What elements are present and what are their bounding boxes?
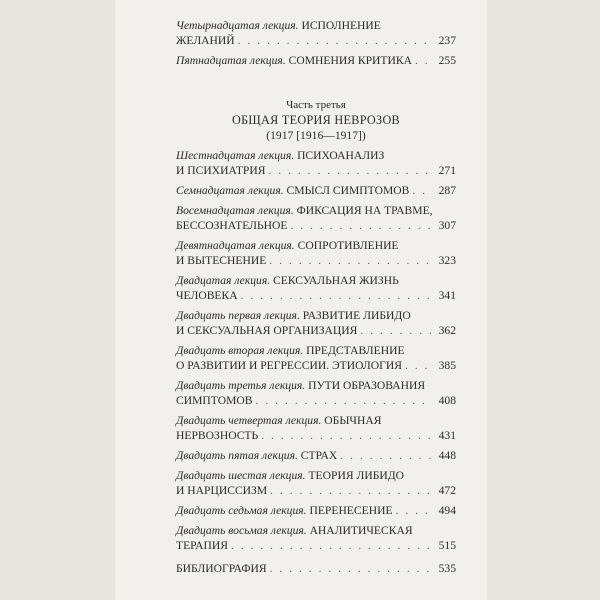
page-number: 431 [438,429,456,442]
lecture-label: Двадцать вторая лекция. [176,344,304,357]
page-number: 362 [438,324,456,337]
page-number: 448 [438,449,456,462]
toc-entry [176,308,456,338]
leader-dots [268,163,431,178]
lecture-title-cont: И СЕКСУАЛЬНАЯ ОРГАНИЗАЦИЯ [176,324,358,337]
leader-dots [238,33,431,48]
lecture-title: ПУТИ ОБРАЗОВАНИЯ [308,379,426,392]
lecture-title: ПСИХОАНАЛИЗ [297,149,385,162]
lecture-label: Девятнадцатая лекция. [176,239,295,252]
lecture-title: ФИКСАЦИЯ НА ТРАВМЕ, [296,204,433,217]
toc-entry [176,503,456,518]
page-number: 237 [438,34,456,47]
toc-entry [176,148,456,178]
leader-dots [231,538,431,553]
leader-dots [396,503,431,518]
part-label: Часть третья [286,99,346,111]
lecture-title-cont: БЕССОЗНАТЕЛЬНОЕ [176,219,288,232]
lecture-title: ИСПОЛНЕНИЕ [301,19,381,32]
lecture-title-cont: О РАЗВИТИИ И РЕГРЕССИИ. ЭТИОЛОГИЯ [176,359,402,372]
lecture-title: ПРЕДСТАВЛЕНИЕ [306,344,405,357]
page-number: 341 [438,289,456,302]
lecture-title: СЕКСУАЛЬНАЯ ЖИЗНЬ [273,274,399,287]
lecture-label: Пятнадцатая лекция. [176,54,286,67]
toc-entry [176,238,456,268]
toc-entry [176,378,456,408]
lecture-label: Двадцать пятая лекция. [176,449,298,462]
leader-dots [256,393,431,408]
lecture-label: Восемнадцатая лекция. [176,204,294,217]
leader-dots [290,218,431,233]
lecture-label: Четырнадцатая лекция. [176,19,299,32]
part-header [176,98,456,143]
leader-dots [270,483,431,498]
lecture-title: СОМНЕНИЯ КРИТИКА [288,54,412,67]
lecture-title: АНАЛИТИЧЕСКАЯ [309,524,413,537]
lecture-title: РАЗВИТИЕ ЛИБИДО [302,309,411,322]
lecture-title: СТРАХ [300,449,338,462]
leader-dots [415,53,431,68]
leader-dots [412,183,431,198]
part-dates: (1917 [1916—1917]) [266,129,366,142]
bibliography-title: БИБЛИОГРАФИЯ [176,562,267,575]
lecture-title: ПЕРЕНЕСЕНИЕ [309,504,393,517]
page-number: 535 [438,562,456,575]
leader-dots [360,323,431,338]
leader-dots [340,448,431,463]
lecture-label: Двадцатая лекция. [176,274,271,287]
lecture-title: СМЫСЛ СИМПТОМОВ [286,184,410,197]
page-number: 255 [438,54,456,67]
lecture-title-cont: ЖЕЛАНИЙ [176,34,235,47]
page-number: 494 [438,504,456,517]
toc-entry-14 [176,18,456,48]
lecture-label: Семнадцатая лекция. [176,184,284,197]
toc-entry-bibliography [176,561,456,576]
page-number: 307 [438,219,456,232]
leader-dots [261,428,431,443]
toc-entry [176,448,456,463]
leader-dots [241,288,431,303]
page-number: 287 [438,184,456,197]
lecture-title: СОПРОТИВЛЕНИЕ [297,239,399,252]
lecture-title-cont: НЕРВОЗНОСТЬ [176,429,259,442]
page-number: 408 [438,394,456,407]
lecture-label: Двадцать восьмая лекция. [176,524,307,537]
leader-dots [405,358,431,373]
lecture-label: Двадцать третья лекция. [176,379,306,392]
toc-entry [176,343,456,373]
lecture-title: ОБЫЧНАЯ [324,414,382,427]
lecture-label: Двадцать шестая лекция. [176,469,306,482]
leader-dots [269,253,431,268]
lecture-label: Двадцать четвертая лекция. [176,414,322,427]
toc-entry [176,468,456,498]
lecture-title-cont: И ВЫТЕСНЕНИЕ [176,254,267,267]
lecture-label: Двадцать седьмая лекция. [176,504,307,517]
lecture-label: Шестнадцатая лекция. [176,149,295,162]
lecture-title: ТЕОРИЯ ЛИБИДО [308,469,405,482]
toc-entry [176,523,456,553]
lecture-title-cont: ЧЕЛОВЕКА [176,289,238,302]
toc-entry-15 [176,53,456,68]
lecture-title-cont: ТЕРАПИЯ [176,539,228,552]
lecture-title-cont: И ПСИХИАТРИЯ [176,164,266,177]
toc-top-section [176,18,456,73]
part-title: ОБЩАЯ ТЕОРИЯ НЕВРОЗОВ [232,113,400,127]
page-number: 515 [438,539,456,552]
page-number: 323 [438,254,456,267]
lecture-label: Двадцать первая лекция. [176,309,300,322]
page-number: 472 [438,484,456,497]
page-number: 385 [438,359,456,372]
lecture-title-cont: И НАРЦИССИЗМ [176,484,268,497]
toc-entry [176,413,456,443]
toc-entry [176,183,456,198]
toc-entry [176,203,456,233]
page-number: 271 [438,164,456,177]
toc-main-section [176,148,456,581]
lecture-title-cont: СИМПТОМОВ [176,394,253,407]
leader-dots [270,561,431,576]
toc-entry [176,273,456,303]
